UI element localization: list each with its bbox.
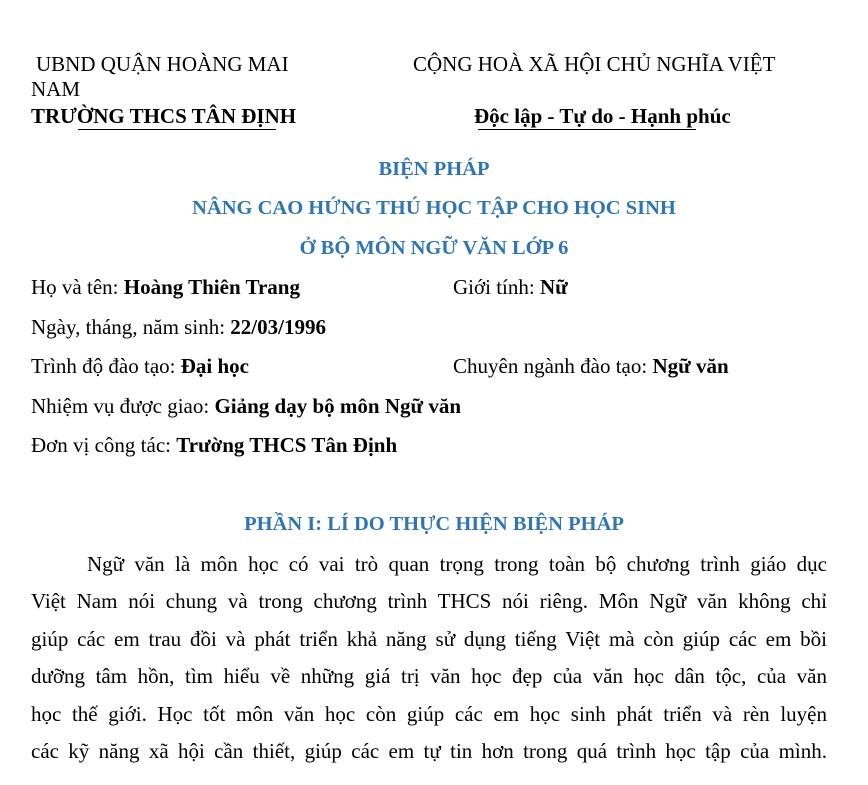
title-line1: BIỆN PHÁP [378, 158, 490, 180]
district-committee: UBND QUẬN HOÀNG MAI [36, 52, 289, 76]
education-value: Đại học [180, 354, 249, 378]
section-heading: PHẦN I: LÍ DO THỰC HIỆN BIỆN PHÁP [244, 513, 624, 535]
header-wrap-line [31, 77, 80, 101]
unit-label: Đơn vị công tác: [31, 433, 177, 457]
major-value: Ngữ văn [652, 354, 729, 378]
info-duty-row [31, 394, 461, 418]
paragraph-line: học thế giới. Học tốt môn văn học còn giúp các em học sinh phát triển và rèn luyện [31, 701, 827, 726]
duty-value: Giảng dạy bộ môn Ngữ văn [214, 394, 462, 418]
gender-value: Nữ [539, 275, 568, 299]
info-unit-row [31, 433, 397, 457]
info-dob-row [31, 315, 326, 339]
dob-value: 22/03/1996 [230, 315, 326, 339]
unit-value: Trường THCS Tân Định [176, 433, 398, 457]
paragraph-line: các kỹ năng xã hội cần thiết, giúp các em tự tin hơn trong quá trình học tập của mình. [31, 738, 827, 763]
gender-label: Giới tính: [453, 275, 540, 299]
info-education-row [31, 354, 249, 378]
dob-label: Ngày, tháng, năm sinh: [31, 315, 231, 339]
name-value: Hoàng Thiên Trang [123, 275, 300, 299]
duty-label: Nhiệm vụ được giao: [31, 394, 215, 418]
school-name-underline [78, 129, 276, 130]
national-motto-text: Độc lập - Tự do - Hạnh phúc [474, 104, 731, 128]
header-wrapped-word: NAM [31, 77, 81, 101]
school-name-text: TRƯỜNG THCS TÂN ĐỊNH [31, 104, 297, 128]
title-line2: NÂNG CAO HỨNG THÚ HỌC TẬP CHO HỌC SINH [192, 197, 676, 219]
major-label: Chuyên ngành đào tạo: [453, 354, 653, 378]
name-label: Họ và tên: [31, 275, 124, 299]
paragraph-line: Ngữ văn là môn học có vai trò quan trọng trong toàn bộ chương trình giáo dục [87, 552, 827, 576]
paragraph-line: dưỡng tâm hồn, tìm hiểu về những giá trị văn học đẹp của văn học dân tộc, của văn [31, 664, 827, 689]
paragraph-line: giúp các em trau đồi và phát triển khả năng sử dụng tiếng Việt mà còn giúp các em bồi [31, 626, 827, 651]
info-gender-row [453, 275, 568, 299]
national-title: CỘNG HOÀ XÃ HỘI CHỦ NGHĨA VIỆT [413, 52, 776, 76]
motto-underline [478, 129, 696, 130]
title-line3: Ở BỘ MÔN NGỮ VĂN LỚP 6 [299, 237, 569, 259]
header-right-line1 [413, 52, 775, 76]
national-motto [474, 104, 731, 128]
info-major-row [453, 354, 729, 378]
section-paragraph [31, 546, 827, 770]
paragraph-line: Việt Nam nói chung và trong chương trình THCS nói riêng. Môn Ngữ văn không chỉ [31, 589, 827, 614]
education-label: Trình độ đào tạo: [31, 354, 181, 378]
header-left-line1 [36, 52, 289, 76]
school-name [31, 104, 296, 128]
info-name-row [31, 275, 300, 299]
